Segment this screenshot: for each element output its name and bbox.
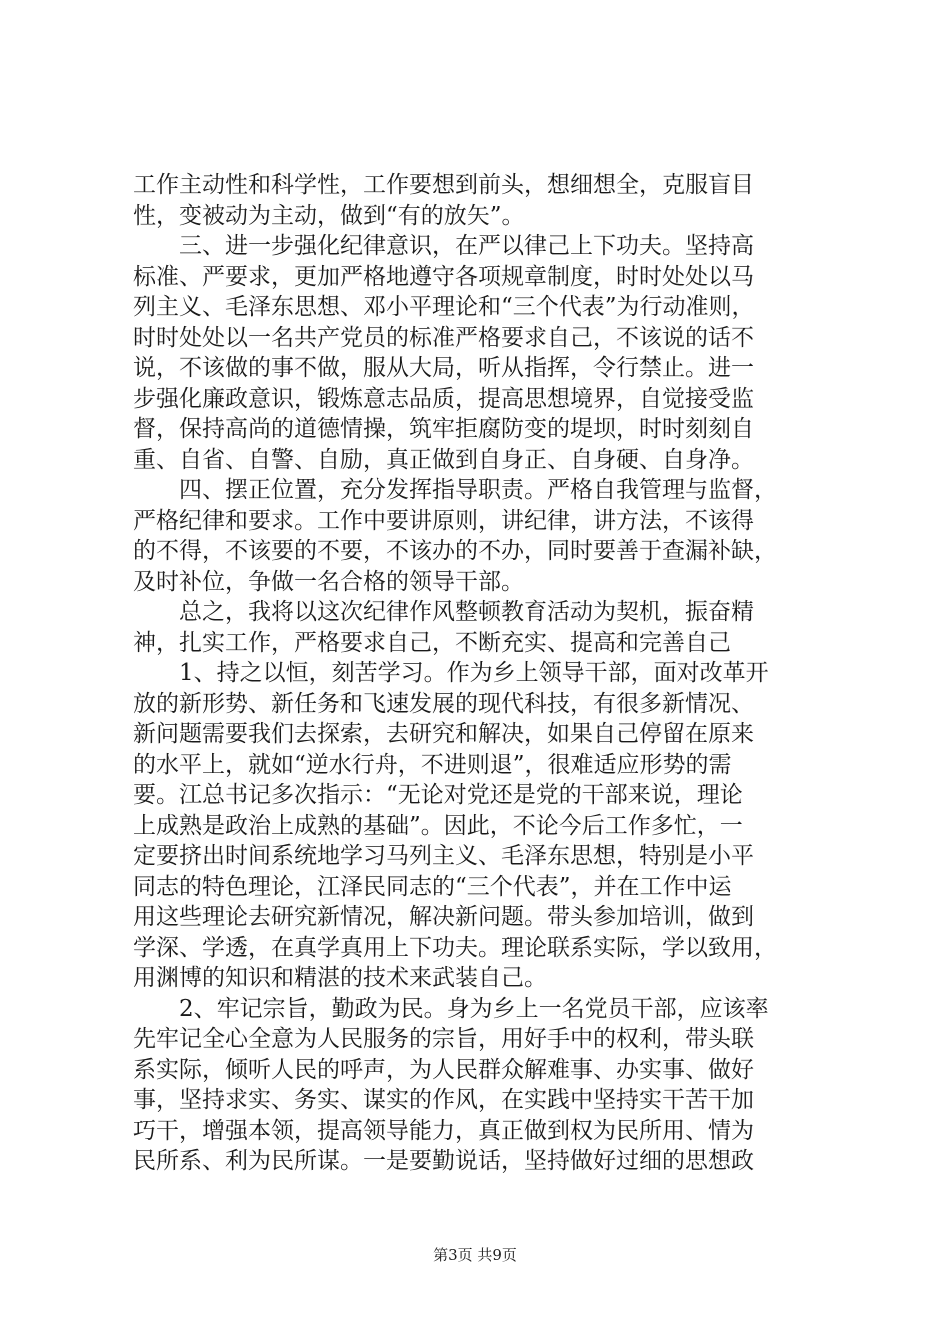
text-line: 的不得，不该要的不要，不该办的不办，同时要善于查漏补缺， (133, 538, 777, 564)
text-line: 放的新形势、新任务和飞速发展的现代科技，有很多新情况、 (133, 690, 754, 717)
text-line: 时时处处以一名共产党员的标准严格要求自己，不该说的话不 (133, 324, 754, 351)
text-line: 定要挤出时间系统地学习马列主义、毛泽东思想，特别是小平 (133, 843, 754, 869)
text-line: 及时补位，争做一名合格的领导干部。 (133, 568, 524, 595)
text-line: 系实际，倾听人民的呼声，为人民群众解难事、办实事、做好 (133, 1056, 754, 1083)
text-line: 要。江总书记多次指示：“无论对党还是党的干部来说，理论 (133, 782, 743, 808)
text-line: 上成熟是政治上成熟的基础”。因此，不论今后工作多忙，一 (133, 812, 743, 839)
text-line: 用这些理论去研究新情况，解决新问题。带头参加培训，做到 (133, 904, 754, 930)
text-line: 巧干，增强本领，提高领导能力，真正做到权为民所用、情为 (133, 1117, 754, 1144)
text-line: 先牢记全心全意为人民服务的宗旨，用好手中的权利，带头联 (133, 1026, 754, 1052)
text-line: 用渊博的知识和精湛的技术来武装自己。 (133, 965, 547, 991)
text-line: 严格纪律和要求。工作中要讲原则，讲纪律，讲方法，不该得 (133, 507, 754, 534)
text-line: 工作主动性和科学性，工作要想到前头，想细想全，克服盲目 (133, 172, 754, 198)
text-line: 的水平上，就如“逆水行舟，不进则退”，很难适应形势的需 (133, 751, 732, 778)
text-line: 三、进一步强化纪律意识，在严以律己上下功夫。坚持高 (133, 233, 754, 259)
text-line: 民所系、利为民所谋。一是要勤说话，坚持做好过细的思想政 (133, 1148, 754, 1174)
text-line: 督，保持高尚的道德情操，筑牢拒腐防变的堤坝，时时刻刻自 (133, 416, 754, 442)
text-line: 重、自省、自警、自励，真正做到自身正、自身硬、自身净。 (133, 446, 754, 473)
text-line: 四、摆正位置，充分发挥指导职责。严格自我管理与监督， (133, 477, 777, 503)
text-line: 学深、学透，在真学真用上下功夫。理论联系实际，学以致用， (133, 934, 777, 961)
page-number-footer: 第3页 共9页 (433, 1246, 517, 1264)
text-line: 列主义、毛泽东思想、邓小平理论和“三个代表”为行动准则， (133, 294, 755, 320)
document-body (133, 170, 833, 1177)
text-line: 事，坚持求实、务实、谋实的作风，在实践中坚持实干苦干加 (133, 1087, 754, 1113)
text-line: 步强化廉政意识，锻炼意志品质，提高思想境界，自觉接受监 (133, 385, 754, 412)
text-line: 2、牢记宗旨，勤政为民。身为乡上一名党员干部，应该率 (133, 995, 769, 1022)
text-line: 1、持之以恒，刻苦学习。作为乡上领导干部，面对改革开 (133, 660, 769, 686)
text-line: 性，变被动为主动，做到“有的放矢”。 (133, 202, 525, 229)
text-line: 总之，我将以这次纪律作风整顿教育活动为契机，振奋精 (133, 599, 754, 625)
text-line: 同志的特色理论，江泽民同志的“三个代表”，并在工作中运 (133, 873, 732, 900)
text-line: 神，扎实工作，严格要求自己，不断充实、提高和完善自己 (133, 629, 731, 656)
text-line: 标准、严要求，更加严格地遵守各项规章制度，时时处处以马 (133, 263, 754, 290)
text-line: 说，不该做的事不做，服从大局，听从指挥，令行禁止。进一 (133, 355, 754, 381)
text-line: 新问题需要我们去探索，去研究和解决，如果自己停留在原来 (133, 721, 754, 747)
